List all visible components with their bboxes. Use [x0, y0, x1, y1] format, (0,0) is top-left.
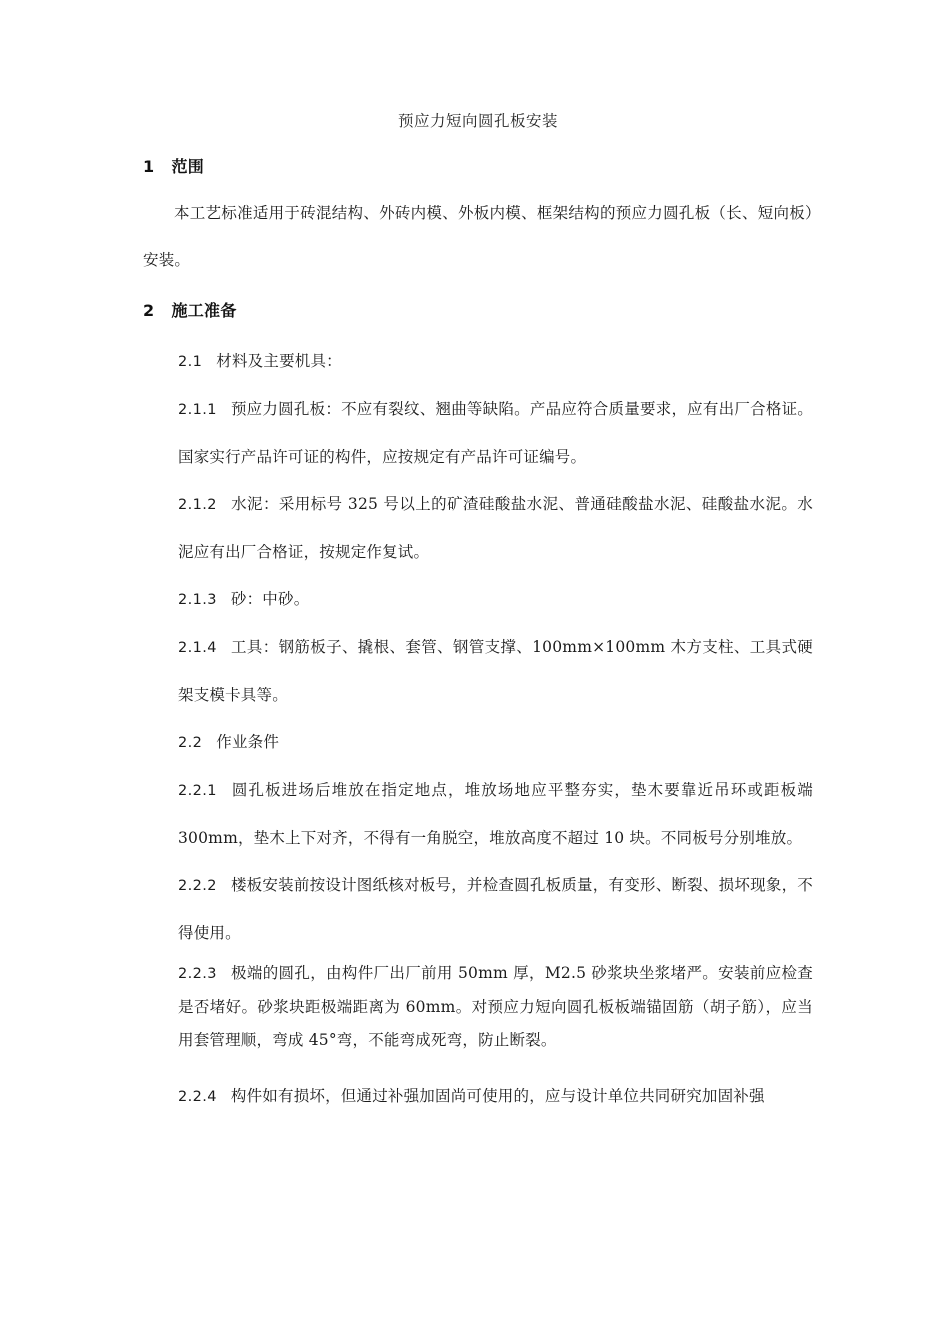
section-heading-1 — [143, 152, 813, 182]
section-number-2: 2 — [143, 301, 155, 320]
clause-label-2-1: 2.1 — [178, 354, 203, 370]
paragraph-1-intro: 本工艺标准适用于砖混结构、外砖内模、外板内模、框架结构的预应力圆孔板（长、短向板）安装。 — [143, 204, 813, 269]
clause-text-2-1-3: 砂：中砂。 — [230, 590, 310, 608]
clause-text-2-2-3: 极端的圆孔，由构件厂出厂前用 50mm 厚，M2.5 砂浆块坐浆堵严。安装前应检查是否堵好。砂浆块距极端距离为 60mm。对预应力短向圆孔板板端锚固筋（胡子筋），应当用套管理顺，弯成 45°弯，不能弯成死弯，防止断裂。 — [178, 964, 813, 1049]
clause-label-2-1-2: 2.1.2 — [178, 497, 217, 513]
paragraph-2-1-1 — [143, 386, 813, 481]
section-heading-2 — [143, 296, 813, 326]
clause-text-2-2-4: 构件如有损坏，但通过补强加固尚可使用的，应与设计单位共同研究加固补强 — [230, 1087, 765, 1105]
paragraph-2-2-3 — [143, 957, 813, 1057]
clause-label-2-2-1: 2.2.1 — [178, 783, 217, 799]
clause-text-2-2-2: 楼板安装前按设计图纸核对板号，并检查圆孔板质量，有变形、断裂、损坏现象，不得使用。 — [178, 876, 813, 942]
clause-label-2-1-1: 2.1.1 — [178, 402, 217, 418]
paragraph-2-2-1 — [143, 767, 813, 862]
paragraph-2-2-2 — [143, 862, 813, 957]
page-title: 预应力短向圆孔板安装 — [397, 112, 558, 130]
paragraph-2-1 — [143, 338, 813, 386]
clause-text-2-2: 作业条件 — [216, 733, 280, 751]
clause-label-2-2-3: 2.2.3 — [178, 966, 217, 982]
paragraph-2-2 — [143, 719, 813, 767]
section-number-1: 1 — [143, 157, 155, 176]
clause-label-2-2-2: 2.2.2 — [178, 878, 217, 894]
clause-label-2-2-4: 2.2.4 — [178, 1089, 217, 1105]
clause-text-2-2-1: 圆孔板进场后堆放在指定地点，堆放场地应平整夯实，垫木要靠近吊环或距板端 300mm，垫木上下对齐，不得有一角脱空，堆放高度不超过 10 块。不同板号分别堆放。 — [178, 781, 813, 847]
document-body — [143, 108, 813, 1121]
section-title-1: 范围 — [171, 157, 205, 176]
paragraph-2-1-4 — [143, 624, 813, 719]
paragraph-2-1-2 — [143, 481, 813, 576]
clause-text-2-1-4: 工具：钢筋板子、撬根、套管、钢管支撑、100mm×100mm 木方支柱、工具式硬架支模卡具等。 — [178, 638, 813, 704]
paragraph-2-2-4 — [143, 1073, 813, 1121]
paragraph-2-1-3 — [143, 576, 813, 624]
clause-text-2-1-1: 预应力圆孔板：不应有裂纹、翘曲等缺陷。产品应符合质量要求，应有出厂合格证。国家实行产品许可证的构件，应按规定有产品许可证编号。 — [178, 400, 813, 466]
clause-text-2-1-2: 水泥：采用标号 325 号以上的矿渣硅酸盐水泥、普通硅酸盐水泥、硅酸盐水泥。水泥应有出厂合格证，按规定作复试。 — [178, 495, 813, 561]
clause-text-2-1: 材料及主要机具： — [216, 352, 342, 370]
section-title-2: 施工准备 — [171, 301, 237, 320]
clause-label-2-1-3: 2.1.3 — [178, 592, 217, 608]
clause-label-2-2: 2.2 — [178, 735, 203, 751]
clause-label-2-1-4: 2.1.4 — [178, 640, 217, 656]
